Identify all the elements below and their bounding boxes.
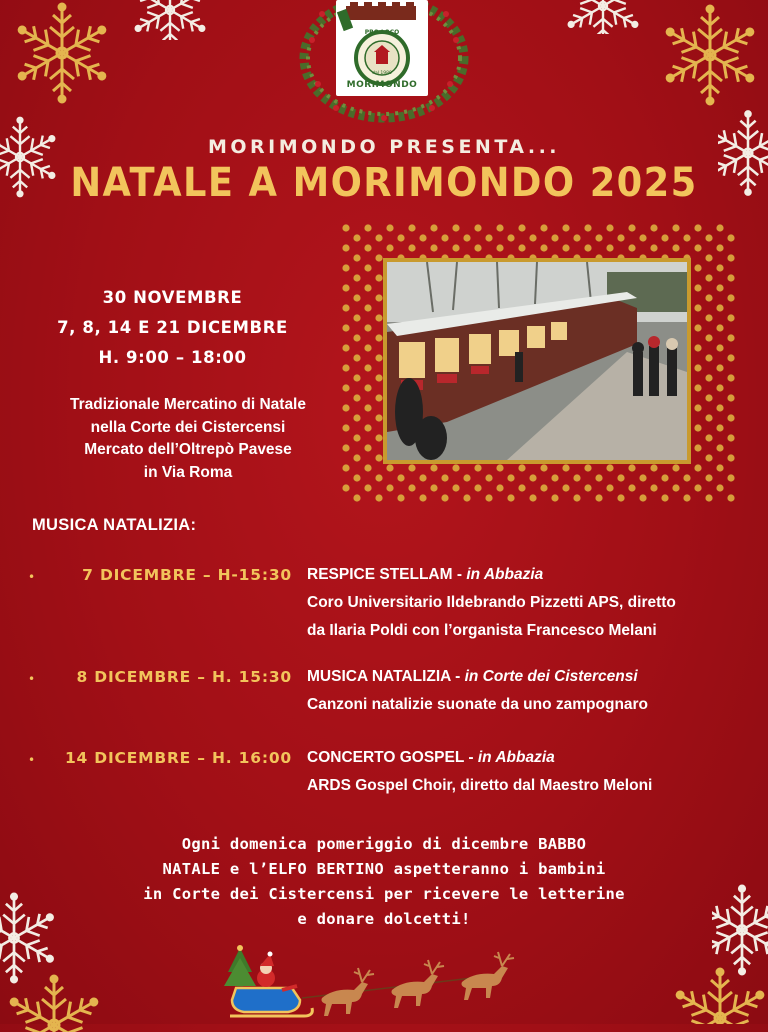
event-detail: Canzoni natalizie suonate da uno zampognaro — [307, 696, 649, 713]
snowflake-icon — [0, 0, 132, 118]
market-photo — [383, 258, 691, 464]
snowflake-icon — [660, 955, 768, 1024]
snowflake-icon — [555, 0, 651, 34]
schedule-line: H. 9:00 – 18:00 — [98, 348, 247, 367]
event-name: CONCERTO GOSPEL - — [307, 749, 478, 766]
event-name: MUSICA NATALIZIA - — [307, 668, 465, 685]
music-section-label: MUSICA NATALIZIA: — [32, 516, 197, 534]
market-line: Tradizionale Mercatino di Natale — [69, 396, 306, 413]
logo-town-text: MORIMONDO — [346, 80, 418, 90]
bullet: • — [28, 753, 36, 767]
reindeer-icon — [392, 960, 445, 1008]
closing-line: Ogni domenica pomeriggio di dicembre BABBO — [181, 835, 587, 853]
closing-line: NATALE e l’ELFO BERTINO aspetteranno i bambini — [162, 860, 606, 878]
event-place: in Abbazia — [466, 566, 544, 583]
event-detail: Coro Universitario Ildebrando Pizzetti APS, diretto — [307, 594, 676, 611]
event-name: RESPICE STELLAM - — [307, 566, 467, 583]
logo-org-text: PRO LOCO — [364, 29, 400, 36]
schedule-dates — [30, 283, 315, 373]
event-place: in Abbazia — [477, 749, 555, 766]
schedule-line: 30 NOVEMBRE — [102, 288, 243, 307]
bullet: • — [28, 570, 36, 584]
market-photo-frame — [340, 222, 735, 504]
logo — [296, 0, 472, 126]
market-line: in Via Roma — [143, 463, 233, 481]
market-line: nella Corte dei Cistercensi — [90, 418, 286, 436]
market-description — [18, 394, 358, 484]
closing-line: e donare dolcetti! — [297, 910, 471, 928]
event-date: 7 DICEMBRE – H-15:30 — [82, 566, 292, 584]
event-description — [307, 744, 762, 800]
closing-line: in Corte dei Cistercensi per ricevere le letterine — [143, 885, 625, 903]
sleigh-icon — [222, 938, 532, 1024]
logo-year-text: dal 1980 — [372, 71, 392, 76]
event-description — [307, 561, 762, 645]
event-description — [307, 663, 762, 719]
reindeer-icon — [322, 968, 375, 1016]
event-detail: da Ilaria Poldi con l’organista Francesco Melani — [307, 622, 657, 639]
snowflake-icon — [640, 0, 768, 120]
snowflake-icon — [0, 962, 114, 1032]
event-date: 14 DICEMBRE – H. 16:00 — [64, 749, 292, 767]
page-title: NATALE A MORIMONDO 2025 — [70, 160, 698, 206]
event-date: 8 DICEMBRE – H. 15:30 — [76, 668, 292, 686]
closing-paragraph — [60, 832, 708, 932]
event-place: in Corte dei Cistercensi — [464, 668, 638, 685]
market-line: Mercato dell’Oltrepò Pavese — [84, 441, 292, 458]
subtitle: MORIMONDO PRESENTA... — [207, 136, 561, 158]
reindeer-icon — [462, 952, 515, 1000]
snowflake-icon — [124, 0, 216, 40]
event-detail: ARDS Gospel Choir, diretto dal Maestro Meloni — [307, 777, 653, 794]
christmas-tree-icon — [224, 945, 256, 992]
schedule-line: 7, 8, 14 E 21 DICEMBRE — [57, 318, 288, 337]
bullet: • — [28, 672, 36, 686]
